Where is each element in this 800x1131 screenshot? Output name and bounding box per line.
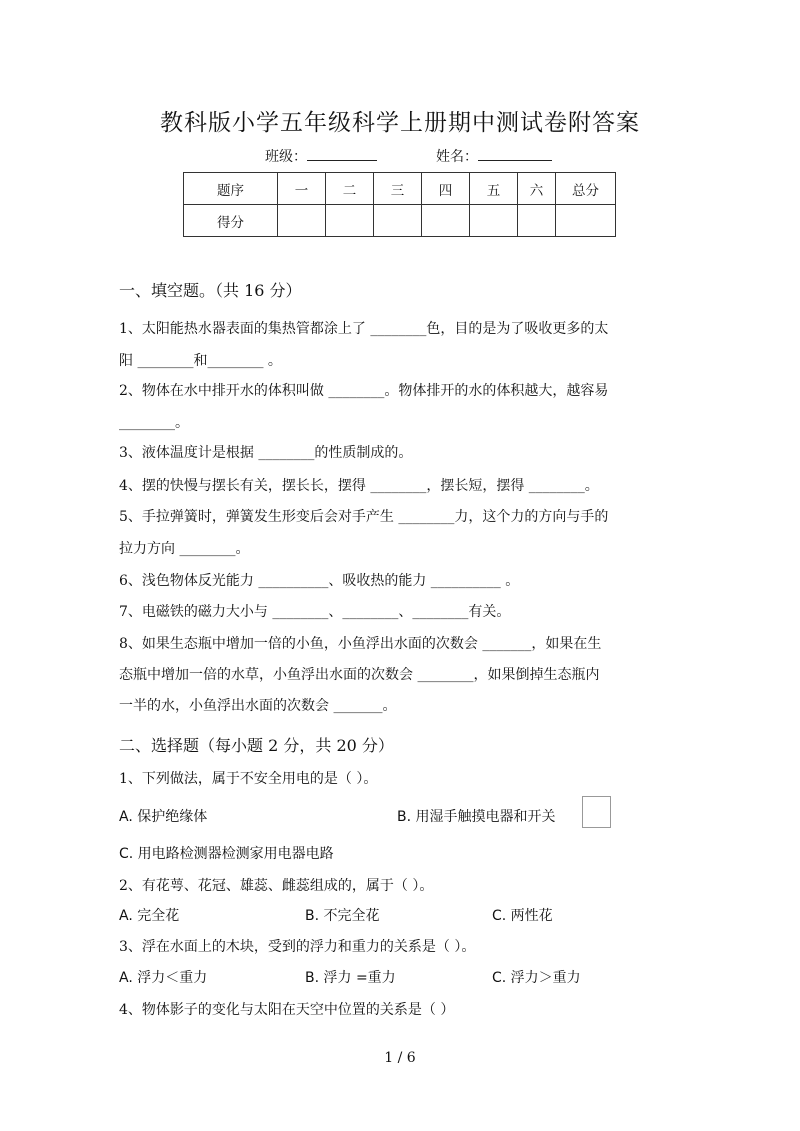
question-line: 6、浅色物体反光能力 __________、吸收热的能力 __________ 。 <box>119 573 520 589</box>
question-line: 3、液体温度计是根据 ________的性质制成的。 <box>119 445 413 461</box>
option-b: B. 用湿手触摸电器和开关 <box>397 809 556 825</box>
score-cell[interactable] <box>326 205 374 237</box>
score-header-cell: 一 <box>278 173 326 205</box>
score-row-label: 得分 <box>184 205 278 237</box>
class-field <box>265 146 377 166</box>
score-table-header-row <box>184 173 616 205</box>
section1-heading: 一、填空题。（共 16 分） <box>119 281 302 300</box>
question-line: 一半的水，小鱼浮出水面的次数会 _______。 <box>119 698 397 714</box>
option-c: C. 用电路检测器检测家用电器电路 <box>119 846 334 862</box>
score-header-cell: 三 <box>374 173 422 205</box>
option-c: C. 浮力＞重力 <box>492 970 581 986</box>
question-line: 7、电磁铁的磁力大小与 ________、________、________有关。 <box>119 604 511 620</box>
question-line: 1、太阳能热水器表面的集热管都涂上了 ________色，目的是为了吸收更多的太 <box>119 321 609 337</box>
option-c: C. 两性花 <box>492 908 553 924</box>
name-blank <box>478 146 552 161</box>
score-cell[interactable] <box>470 205 518 237</box>
option-b: B. 浮力 =重力 <box>305 970 396 986</box>
option-b: B. 不完全花 <box>305 908 380 924</box>
question-line: 2、物体在水中排开水的体积叫做 ________。物体排开的水的体积越大，越容易 <box>119 383 609 399</box>
score-header-cell: 总分 <box>556 173 616 205</box>
question-3: 3、浮在水面上的木块，受到的浮力和重力的关系是（ ）。 <box>119 939 476 955</box>
answer-box <box>582 796 611 828</box>
score-cell[interactable] <box>422 205 470 237</box>
score-table <box>183 172 616 237</box>
class-label: 班级： <box>265 149 307 165</box>
question-line: ________。 <box>119 415 189 431</box>
document-title: 教科版小学五年级科学上册期中测试卷附答案 <box>160 110 640 136</box>
score-table-score-row <box>184 205 616 237</box>
option-a: A. 保护绝缘体 <box>119 809 208 825</box>
section2-heading: 二、选择题（每小题 2 分，共 20 分） <box>119 736 394 755</box>
name-field <box>436 146 552 166</box>
score-cell[interactable] <box>374 205 422 237</box>
score-cell[interactable] <box>518 205 556 237</box>
question-2: 2、有花萼、花冠、雄蕊、雌蕊组成的，属于（ ）。 <box>119 878 434 894</box>
score-header-cell: 四 <box>422 173 470 205</box>
score-cell[interactable] <box>278 205 326 237</box>
score-header-cell: 五 <box>470 173 518 205</box>
option-a: A. 浮力＜重力 <box>119 970 208 986</box>
score-header-cell: 题序 <box>184 173 278 205</box>
option-a: A. 完全花 <box>119 908 180 924</box>
page-number: 1 / 6 <box>384 1050 416 1066</box>
question-4: 4、物体影子的变化与太阳在天空中位置的关系是（ ） <box>119 1002 455 1018</box>
question-line: 阳 ________和________ 。 <box>119 353 282 369</box>
question-line: 8、如果生态瓶中增加一倍的小鱼，小鱼浮出水面的次数会 _______，如果在生 <box>119 636 602 652</box>
score-header-cell: 二 <box>326 173 374 205</box>
score-cell[interactable] <box>556 205 616 237</box>
question-line: 4、摆的快慢与摆长有关，摆长长，摆得 ________，摆长短，摆得 ________。 <box>119 478 599 494</box>
question-line: 拉力方向 ________。 <box>119 541 250 557</box>
class-blank <box>307 146 377 161</box>
score-header-cell: 六 <box>518 173 556 205</box>
name-label: 姓名： <box>436 149 478 165</box>
question-line: 态瓶中增加一倍的水草，小鱼浮出水面的次数会 ________，如果倒掉生态瓶内 <box>119 667 600 683</box>
question-1: 1、下列做法，属于不安全用电的是（ ）。 <box>119 771 378 787</box>
question-line: 5、手拉弹簧时，弹簧发生形变后会对手产生 ________力，这个力的方向与手的 <box>119 509 609 525</box>
